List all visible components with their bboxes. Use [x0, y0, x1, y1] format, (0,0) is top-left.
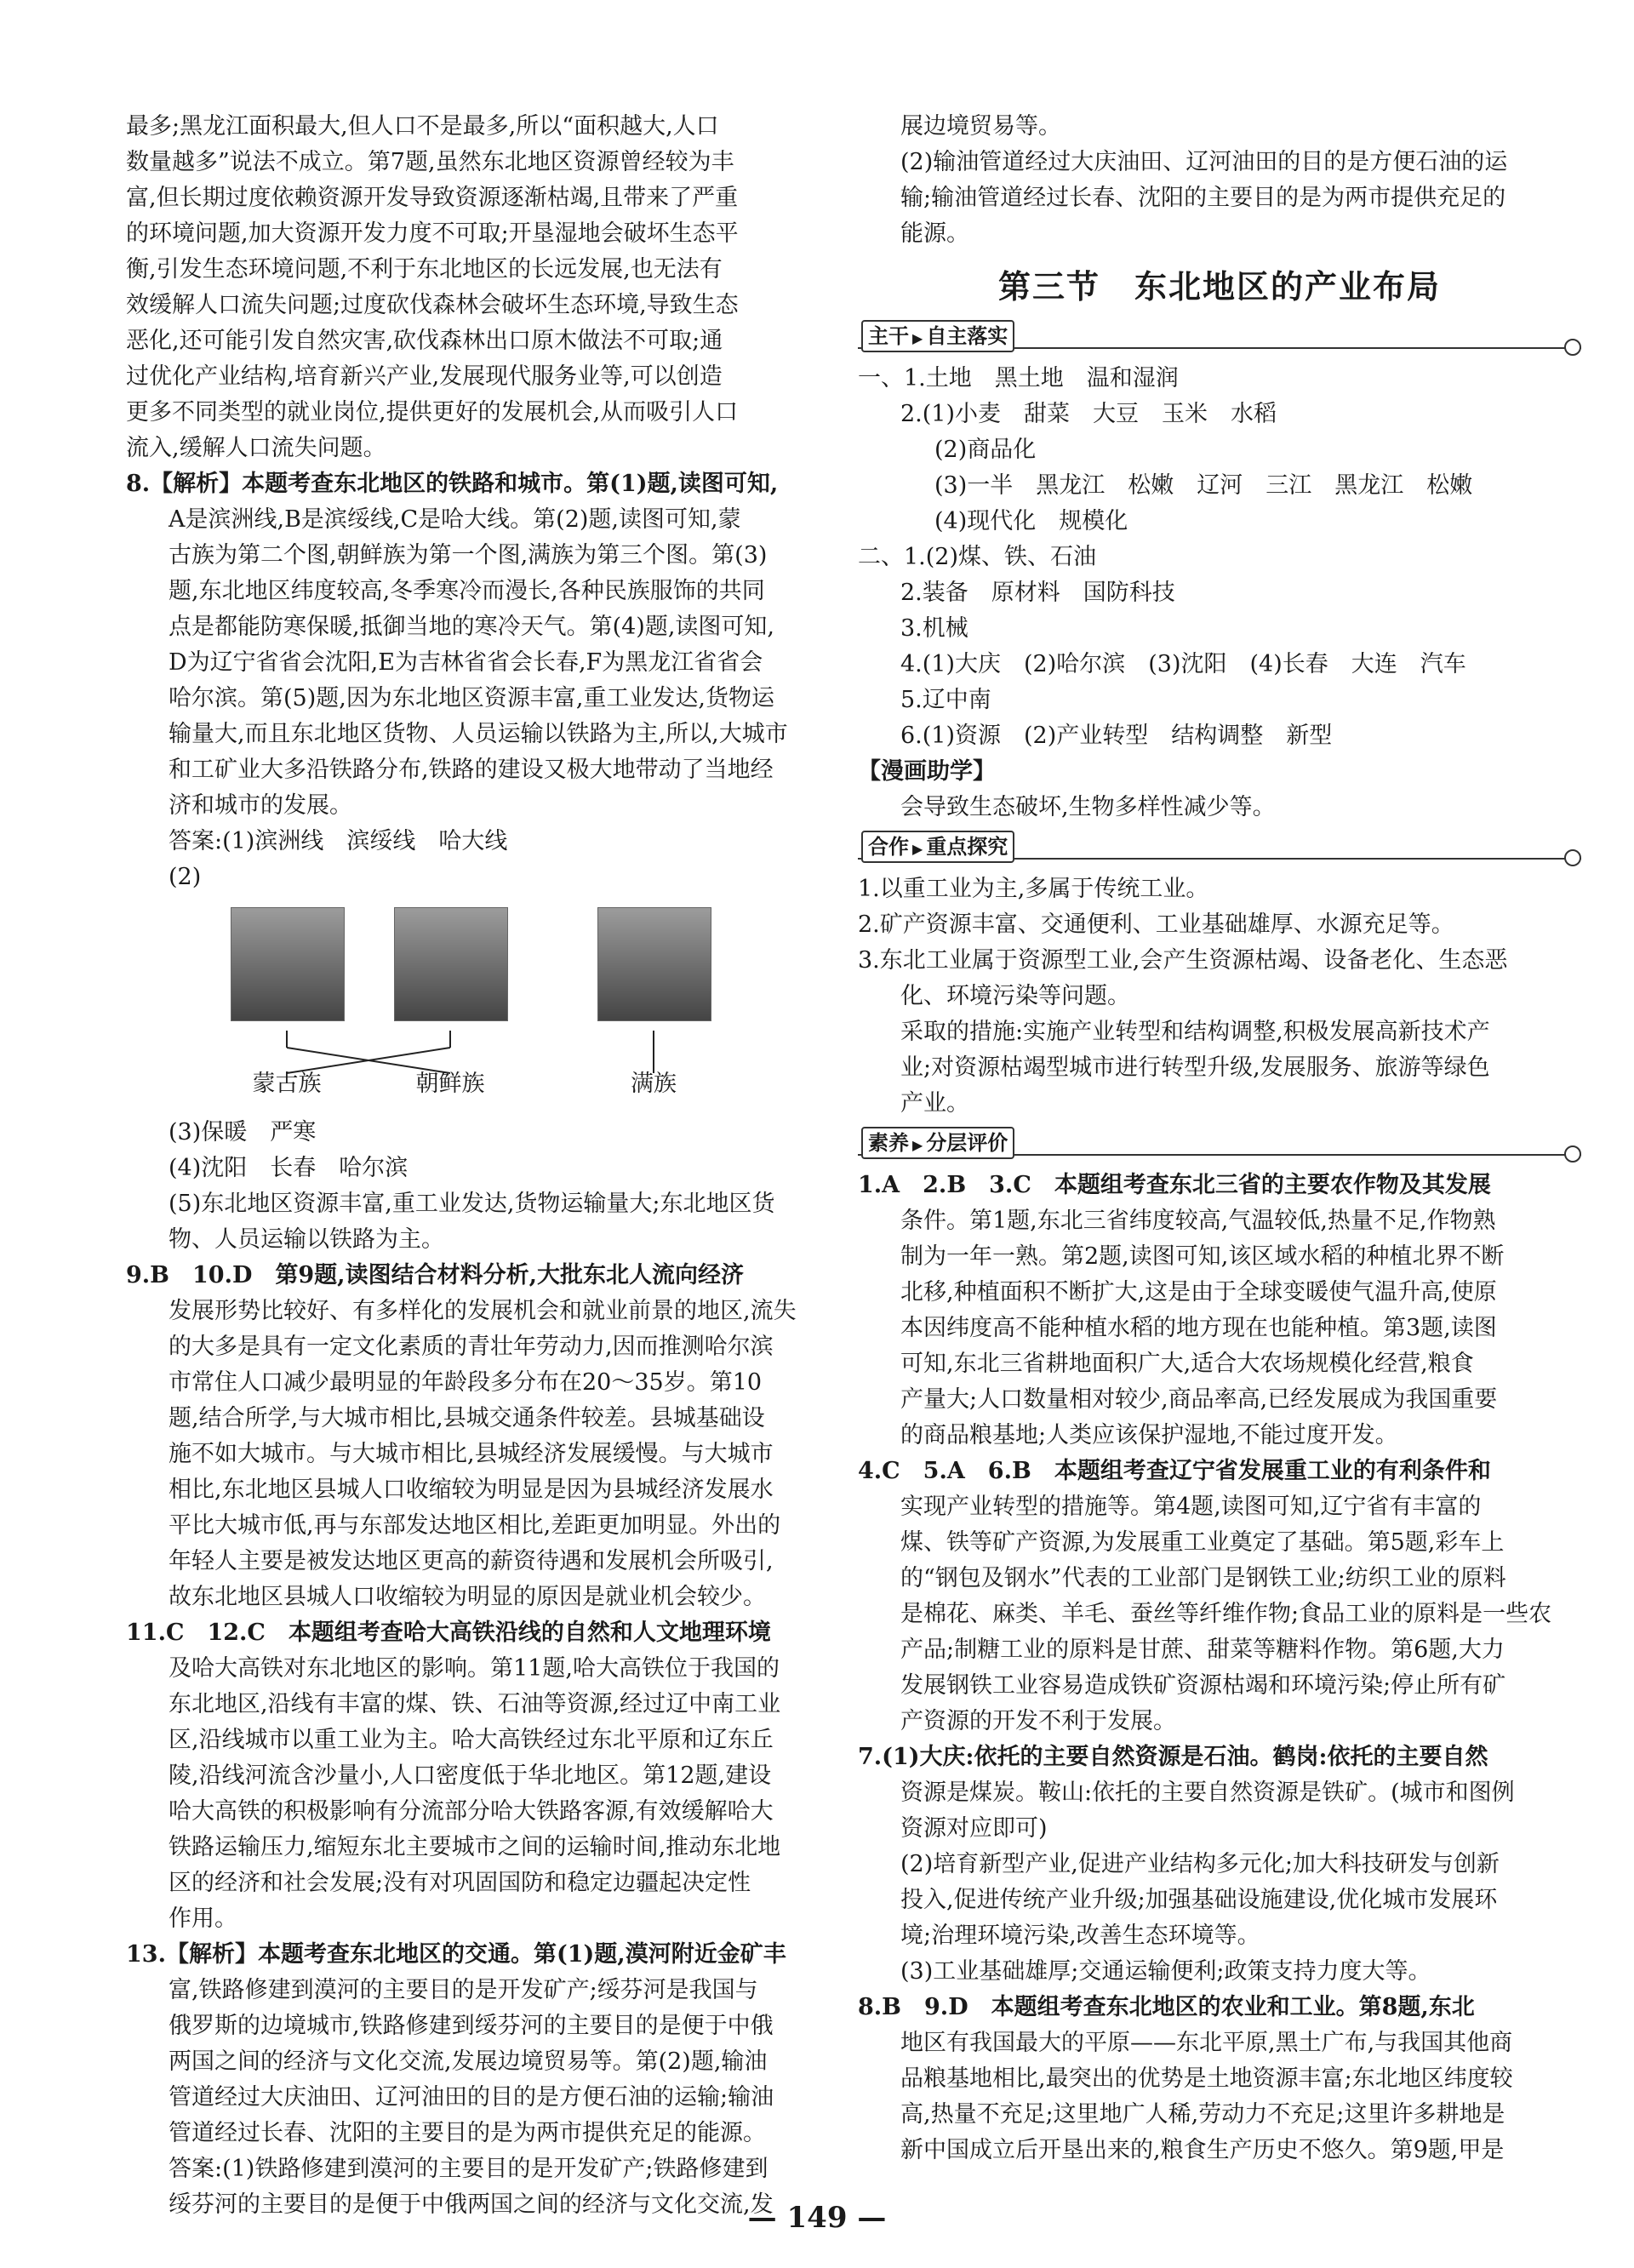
text-line: 输量大,而且东北地区货物、人员运输以铁路为主,所以,大城市: [169, 721, 788, 747]
section-band-zhugan: [858, 318, 1581, 356]
text-line: A是滨洲线,B是滨绥线,C是哈大线。第(2)题,读图可知,蒙: [169, 506, 741, 533]
text-line: 铁路运输压力,缩短东北主要城市之间的运输时间,推动东北地: [169, 1834, 781, 1860]
manhua-text: 会导致生态破坏,生物多样性减少等。: [900, 794, 1276, 820]
text-line: 条件。第1题,东北三省纬度较高,气温较低,热量不足,作物熟: [900, 1208, 1496, 1234]
text-line: 本因纬度高不能种植水稻的地方现在也能种植。第3题,读图: [900, 1315, 1497, 1341]
text-line: D为辽宁省省会沈阳,E为吉林省省会长春,F为黑龙江省省会: [169, 649, 763, 676]
text-line: 管道经过大庆油田、辽河油田的目的是方便石油的运输;输油: [169, 2084, 774, 2111]
text-line: 哈尔滨。第(5)题,因为东北地区资源丰富,重工业发达,货物运: [169, 685, 774, 711]
band-title: 重点探究: [926, 835, 1008, 859]
text-line: 及哈大高铁对东北地区的影响。第11题,哈大高铁位于我国的: [169, 1655, 780, 1682]
band-title: 分层评价: [926, 1131, 1008, 1155]
ethnic-costume-figure: [126, 899, 849, 1111]
korean-costume-photo: [231, 907, 345, 1021]
band-tag: [861, 831, 1014, 863]
text-line: 过优化产业结构,培育新兴产业,发展现代服务业等,可以创造: [126, 363, 723, 390]
answer-line: (5)东北地区资源丰富,重工业发达,货物运输量大;东北地区货: [169, 1191, 775, 1217]
text-line: 的大多是具有一定文化素质的青壮年劳动力,因而推测哈尔滨: [169, 1334, 774, 1360]
text-line: 产量大;人口数量相对较少,商品率高,已经发展成为我国重要: [900, 1386, 1498, 1413]
text-line: 衡,引发生态环境问题,不利于东北地区的长远发展,也无法有: [126, 256, 723, 283]
text-line: 新中国成立后开垦出来的,粮食生产历史不悠久。第9题,甲是: [900, 2137, 1505, 2163]
text-line: 4.(1)大庆 (2)哈尔滨 (3)沈阳 (4)长春 大连 汽车: [900, 651, 1466, 677]
text-line: 古族为第二个图,朝鲜族为第一个图,满族为第三个图。第(3): [169, 542, 768, 568]
text-line: 发展形势比较好、有多样化的发展机会和就业前景的地区,流失: [169, 1298, 797, 1324]
answer-line: 答案:(1)铁路修建到漠河的主要目的是开发矿产;铁路修建到: [169, 2156, 768, 2182]
text-line: 2.矿产资源丰富、交通便利、工业基础雄厚、水源充足等。: [858, 911, 1454, 938]
text-line: (3)工业基础雄厚;交通运输便利;政策支持力度大等。: [900, 1958, 1431, 1985]
text-line: 产资源的开发不利于发展。: [900, 1708, 1176, 1734]
text-line: 流入,缓解人口流失问题。: [126, 435, 386, 461]
text-line: 投入,促进传统产业升级;加强基础设施建设,优化城市发展环: [900, 1887, 1498, 1913]
text-line: 2.(1)小麦 甜菜 大豆 玉米 水稻: [900, 401, 1277, 427]
text-line: 的环境问题,加大资源开发力度不可取;开垦湿地会破坏生态平: [126, 220, 739, 247]
text-line: 北移,种植面积不断扩大,这是由于全球变暖使气温升高,使原: [900, 1279, 1497, 1305]
text-line: 题,东北地区纬度较高,冬季寒冷而漫长,各种民族服饰的共同: [169, 578, 765, 604]
text-line: 11.C 12.C 本题组考查哈大高铁沿线的自然和人文地理环境: [126, 1620, 771, 1646]
text-line: 故东北地区县城人口收缩较为明显的原因是就业机会较少。: [169, 1584, 766, 1610]
section-title: 第三节 东北地区的产业布局: [997, 267, 1441, 306]
caption-manchu: 满族: [631, 1071, 677, 1097]
text-line: 年轻人主要是被发达地区更高的薪资待遇和发展机会所吸引,: [169, 1548, 774, 1574]
text-line: 2.装备 原材料 国防科技: [900, 580, 1175, 606]
text-line: 13.【解析】本题考查东北地区的交通。第(1)题,漠河附近金矿丰: [126, 1941, 786, 1968]
band-tag-label: 素养: [868, 1131, 909, 1155]
paragraph-q7-continued: [126, 109, 849, 466]
answer-13-continued: [858, 109, 1581, 252]
text-line: 是棉花、麻类、羊毛、蚕丝等纤维作物;食品工业的原料是一些农: [900, 1601, 1552, 1627]
text-line: 业;对资源枯竭型城市进行转型升级,发展服务、旅游等绿色: [900, 1054, 1490, 1081]
band-tag-label: 合作: [868, 835, 909, 859]
text-line: (2)商品化: [934, 437, 1037, 463]
text-line: 平比大城市低,再与东部发达地区相比,差距更加明显。外出的: [169, 1512, 781, 1539]
text-line: 8.B 9.D 本题组考查东北地区的农业和工业。第8题,东北: [858, 1994, 1475, 2020]
manchu-costume-photo: [597, 907, 711, 1021]
text-line: (2)输油管道经过大庆油田、辽河油田的目的是方便石油的运: [900, 149, 1508, 175]
text-line: 区的经济和社会发展;没有对巩固国防和稳定边疆起决定性: [169, 1870, 751, 1896]
hezuo-answers: [858, 871, 1581, 1122]
text-line: (4)现代化 规模化: [934, 508, 1128, 534]
text-line: 的“钢包及钢水”代表的工业部门是钢铁工业;纺织工业的原料: [900, 1565, 1506, 1591]
text-line: 制为一年一熟。第2题,读图可知,该区域水稻的种植北界不断: [900, 1243, 1505, 1270]
text-line: 东北地区,沿线有丰富的煤、铁、石油等资源,经过辽中南工业: [169, 1691, 781, 1717]
answer-line: (3)保暖 严寒: [169, 1119, 317, 1145]
text-line: 作用。: [169, 1905, 237, 1932]
band-end-circle: [1564, 339, 1581, 356]
right-column: [858, 109, 1581, 2168]
answer-line: 绥芬河的主要目的是便于中俄两国之间的经济与文化交流,发: [169, 2191, 774, 2218]
answer-line: 物、人员运输以铁路为主。: [169, 1226, 444, 1253]
text-line: 1.A 2.B 3.C 本题组考查东北三省的主要农作物及其发展: [858, 1172, 1491, 1198]
text-line: 展边境贸易等。: [900, 113, 1061, 140]
caption-mongol: 蒙古族: [252, 1071, 322, 1097]
text-line: 8.【解析】本题考查东北地区的铁路和城市。第(1)题,读图可知,: [126, 471, 779, 497]
text-line: 可知,东北三省耕地面积广大,适合大农场规模化经营,粮食: [900, 1351, 1474, 1377]
triangle-right-icon: ▶: [912, 1137, 923, 1153]
text-line: 6.(1)资源 (2)产业转型 结构调整 新型: [900, 723, 1333, 749]
band-tag: [861, 320, 1014, 352]
caption-korean: 朝鲜族: [415, 1071, 485, 1097]
text-line: 富,但长期过度依赖资源开发导致资源逐渐枯竭,且带来了严重: [126, 185, 739, 211]
text-line: 1.以重工业为主,多属于传统工业。: [858, 876, 1209, 902]
section-band-suyang: [858, 1125, 1581, 1163]
band-end-circle: [1564, 849, 1581, 866]
text-line: 数量越多”说法不成立。第7题,虽然东北地区资源曾经较为丰: [126, 149, 734, 175]
text-line: 9.B 10.D 第9题,读图结合材料分析,大批东北人流向经济: [126, 1262, 744, 1288]
text-line: 二、1.(2)煤、铁、石油: [858, 544, 1097, 570]
question-1-3: [858, 1168, 1581, 1454]
question-13-analysis: [126, 1937, 849, 2223]
band-title: 自主落实: [926, 324, 1008, 348]
text-line: 发展钢铁工业容易造成铁矿资源枯竭和环境污染;停止所有矿: [900, 1672, 1506, 1699]
text-line: 能源。: [900, 220, 969, 247]
text-line: (3)一半 黑龙江 松嫩 辽河 三江 黑龙江 松嫩: [934, 472, 1473, 499]
text-line: 施不如大城市。与大城市相比,县城经济发展缓慢。与大城市: [169, 1441, 774, 1467]
text-line: 哈大高铁的积极影响有分流部分哈大铁路客源,有效缓解哈大: [169, 1798, 774, 1825]
text-line: 一、1.土地 黑土地 温和湿润: [858, 365, 1179, 391]
question-4-6: [858, 1454, 1581, 1740]
text-line: 济和城市的发展。: [169, 792, 352, 819]
triangle-right-icon: ▶: [912, 841, 923, 857]
mongol-costume-photo: [394, 907, 508, 1021]
page-number: — 149 —: [747, 2201, 887, 2235]
text-line: 高,热量不充足;这里地广人稀,劳动力不充足;这里许多耕地是: [900, 2101, 1505, 2128]
text-line: 俄罗斯的边境城市,铁路修建到绥芬河的主要目的是便于中俄: [169, 2013, 774, 2039]
text-line: 化、环境污染等问题。: [900, 983, 1130, 1009]
text-line: 地区有我国最大的平原——东北平原,黑土广布,与我国其他商: [900, 2030, 1513, 2056]
text-line: 管道经过长春、沈阳的主要目的是为两市提供充足的能源。: [169, 2120, 766, 2146]
text-line: 产品;制糖工业的原料是甘蔗、甜菜等糖料作物。第6题,大力: [900, 1637, 1505, 1663]
text-line: 3.东北工业属于资源型工业,会产生资源枯竭、设备老化、生态恶: [858, 947, 1508, 974]
answer-line: 答案:(1)滨洲线 滨绥线 哈大线: [169, 828, 508, 854]
text-line: 采取的措施:实施产业转型和结构调整,积极发展高新技术产: [900, 1019, 1490, 1045]
zizhu-answers: [858, 361, 1581, 754]
text-line: 更多不同类型的就业岗位,提供更好的发展机会,从而吸引人口: [126, 399, 739, 426]
text-line: 区,沿线城市以重工业为主。哈大高铁经过东北平原和辽东丘: [169, 1727, 774, 1753]
band-end-circle: [1564, 1145, 1581, 1163]
text-line: 煤、铁等矿产资源,为发展重工业奠定了基础。第5题,彩车上: [900, 1529, 1505, 1556]
text-line: 资源是煤炭。鞍山:依托的主要自然资源是铁矿。(城市和图例: [900, 1780, 1515, 1806]
text-line: 市常住人口减少最明显的年龄段多分布在20～35岁。第10: [169, 1369, 763, 1396]
text-line: 效缓解人口流失问题;过度砍伐森林会破坏生态环境,导致生态: [126, 292, 739, 318]
text-line: 7.(1)大庆:依托的主要自然资源是石油。鹤岗:依托的主要自然: [858, 1744, 1488, 1770]
text-line: 相比,东北地区县城人口收缩较为明显是因为县城经济发展水: [169, 1477, 774, 1503]
text-line: 资源对应即可): [900, 1815, 1048, 1842]
band-tag: [861, 1127, 1014, 1159]
text-line: 品粮基地相比,最突出的优势是土地资源丰富;东北地区纬度较: [900, 2065, 1513, 2092]
question-8-9: [858, 1990, 1581, 2168]
text-line: 和工矿业大多沿铁路分布,铁路的建设又极大地带动了当地经: [169, 757, 774, 783]
text-line: 输;输油管道经过长春、沈阳的主要目的是为两市提供充足的: [900, 185, 1506, 211]
text-line: 最多;黑龙江面积最大,但人口不是最多,所以“面积越大,人口: [126, 113, 719, 140]
question-9-10: [126, 1258, 849, 1615]
text-line: 陵,沿线河流含沙量小,人口密度低于华北地区。第12题,建设: [169, 1762, 772, 1789]
text-line: 产业。: [900, 1090, 969, 1117]
text-line: 5.辽中南: [900, 687, 991, 713]
section-band-hezuo: [858, 829, 1581, 866]
answer-8-rest: [126, 1115, 849, 1258]
manhua-title: 【漫画助学】: [858, 758, 996, 785]
text-line: 境;治理环境污染,改善生态环境等。: [900, 1922, 1260, 1949]
text-line: 的商品粮基地;人类应该保护湿地,不能过度开发。: [900, 1422, 1398, 1448]
text-line: 恶化,还可能引发自然灾害,砍伐森林出口原木做法不可取;通: [126, 328, 723, 354]
text-line: 实现产业转型的措施等。第4题,读图可知,辽宁省有丰富的: [900, 1494, 1482, 1520]
text-line: 4.C 5.A 6.B 本题组考查辽宁省发展重工业的有利条件和: [858, 1458, 1491, 1484]
left-column: [126, 109, 849, 2223]
question-11-12: [126, 1615, 849, 1937]
question-7: [858, 1740, 1581, 1990]
text-line: (2)培育新型产业,促进产业结构多元化;加大科技研发与创新: [900, 1851, 1500, 1877]
text-line: 点是都能防寒保暖,抵御当地的寒冷天气。第(4)题,读图可知,: [169, 614, 774, 640]
answer-line: (2): [169, 864, 202, 890]
text-line: 两国之间的经济与文化交流,发展边境贸易等。第(2)题,输油: [169, 2048, 768, 2075]
band-tag-label: 主干: [868, 324, 909, 348]
text-line: 题,结合所学,与大城市相比,县城交通条件较差。县城基础设: [169, 1405, 765, 1431]
text-line: 富,铁路修建到漠河的主要目的是开发矿产;绥芬河是我国与: [169, 1977, 758, 2003]
text-line: 3.机械: [900, 615, 968, 642]
triangle-right-icon: ▶: [912, 330, 923, 346]
question-8-analysis: [126, 466, 849, 895]
answer-line: (4)沈阳 长春 哈尔滨: [169, 1155, 408, 1181]
